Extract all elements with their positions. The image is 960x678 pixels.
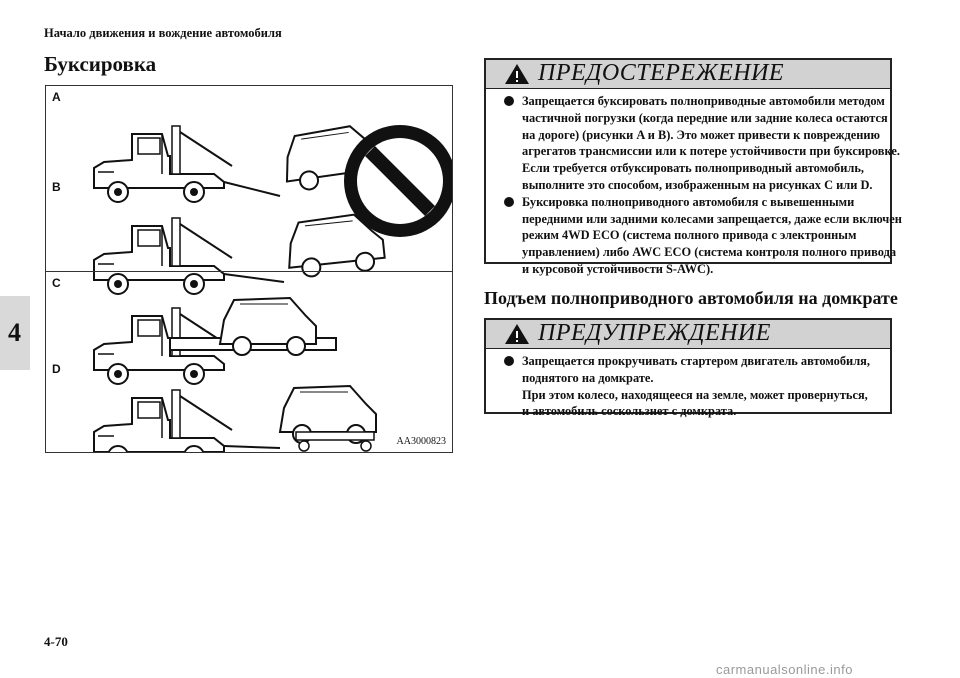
caution-line: на дороге) (рисунки A и B). Это может привести к повреждению	[522, 127, 881, 142]
bullet-icon	[504, 356, 514, 366]
caution-header	[486, 60, 890, 89]
warning-body	[496, 353, 880, 420]
caution-item-1	[496, 93, 900, 194]
figure-divider	[46, 271, 452, 272]
caution-line: Запрещается буксировать полноприводные автомобили методом	[522, 94, 885, 108]
prohibition-icon	[344, 125, 452, 237]
warning-box	[484, 318, 892, 419]
towing-illustration	[46, 86, 452, 452]
jack-section-title: Подъем полноприводного автомобиля на домкрате	[484, 288, 898, 308]
figure-label-b: B	[52, 180, 61, 194]
figure-code: AA3000823	[396, 436, 446, 447]
caution-line: и курсовой устойчивости S-AWC).	[522, 261, 714, 276]
chapter-number: 4	[8, 318, 21, 347]
section-title: Буксировка	[44, 52, 157, 76]
bullet-icon	[504, 96, 514, 106]
warning-line: При этом колесо, находящееся на земле, может провернуться,	[522, 387, 868, 402]
watermark: carmanualsonline.info	[716, 662, 853, 677]
caution-line: Буксировка полноприводного автомобиля с вывешенными	[522, 194, 855, 209]
figure-label-a: A	[52, 90, 61, 104]
warning-item-1	[496, 353, 880, 420]
caution-title: ПРЕДОСТЕРЕЖЕНИЕ	[538, 60, 785, 86]
caution-line: передними или задними колесами запрещается, даже если включен	[522, 211, 902, 226]
towing-figure	[45, 85, 453, 453]
caution-box	[484, 58, 902, 276]
warning-triangle-icon	[504, 63, 530, 85]
warning-line: поднятого на домкрате.	[522, 370, 654, 385]
warning-line: и автомобиль соскользнет с домкрата.	[522, 404, 737, 419]
warning-title: ПРЕДУПРЕЖДЕНИЕ	[538, 320, 771, 346]
caution-line: управлением) либо AWC ECO (система контроля полного привода	[522, 245, 897, 260]
caution-line: Если требуется отбуксировать полноприводный автомобиль,	[522, 161, 864, 176]
caution-line: частичной погрузки (когда передние или задние колеса остаются	[522, 110, 888, 125]
bullet-icon	[504, 197, 514, 207]
warning-header	[486, 320, 890, 349]
caution-body	[496, 93, 902, 278]
figure-label-d: D	[52, 362, 61, 376]
caution-line: режим 4WD ECO (система полного привода с электронным	[522, 228, 857, 243]
caution-item-2	[496, 194, 902, 278]
caution-line: агрегатов трансмиссии или к потере устойчивости при буксировке.	[522, 144, 900, 159]
warning-triangle-icon	[504, 323, 530, 345]
figure-label-c: C	[52, 276, 61, 290]
caution-line: выполните это способом, изображенным на рисунках C или D.	[522, 177, 873, 192]
page-number: 4-70	[44, 634, 68, 649]
warning-line: Запрещается прокручивать стартером двигатель автомобиля,	[522, 354, 870, 368]
chapter-header: Начало движения и вождение автомобиля	[44, 26, 282, 40]
